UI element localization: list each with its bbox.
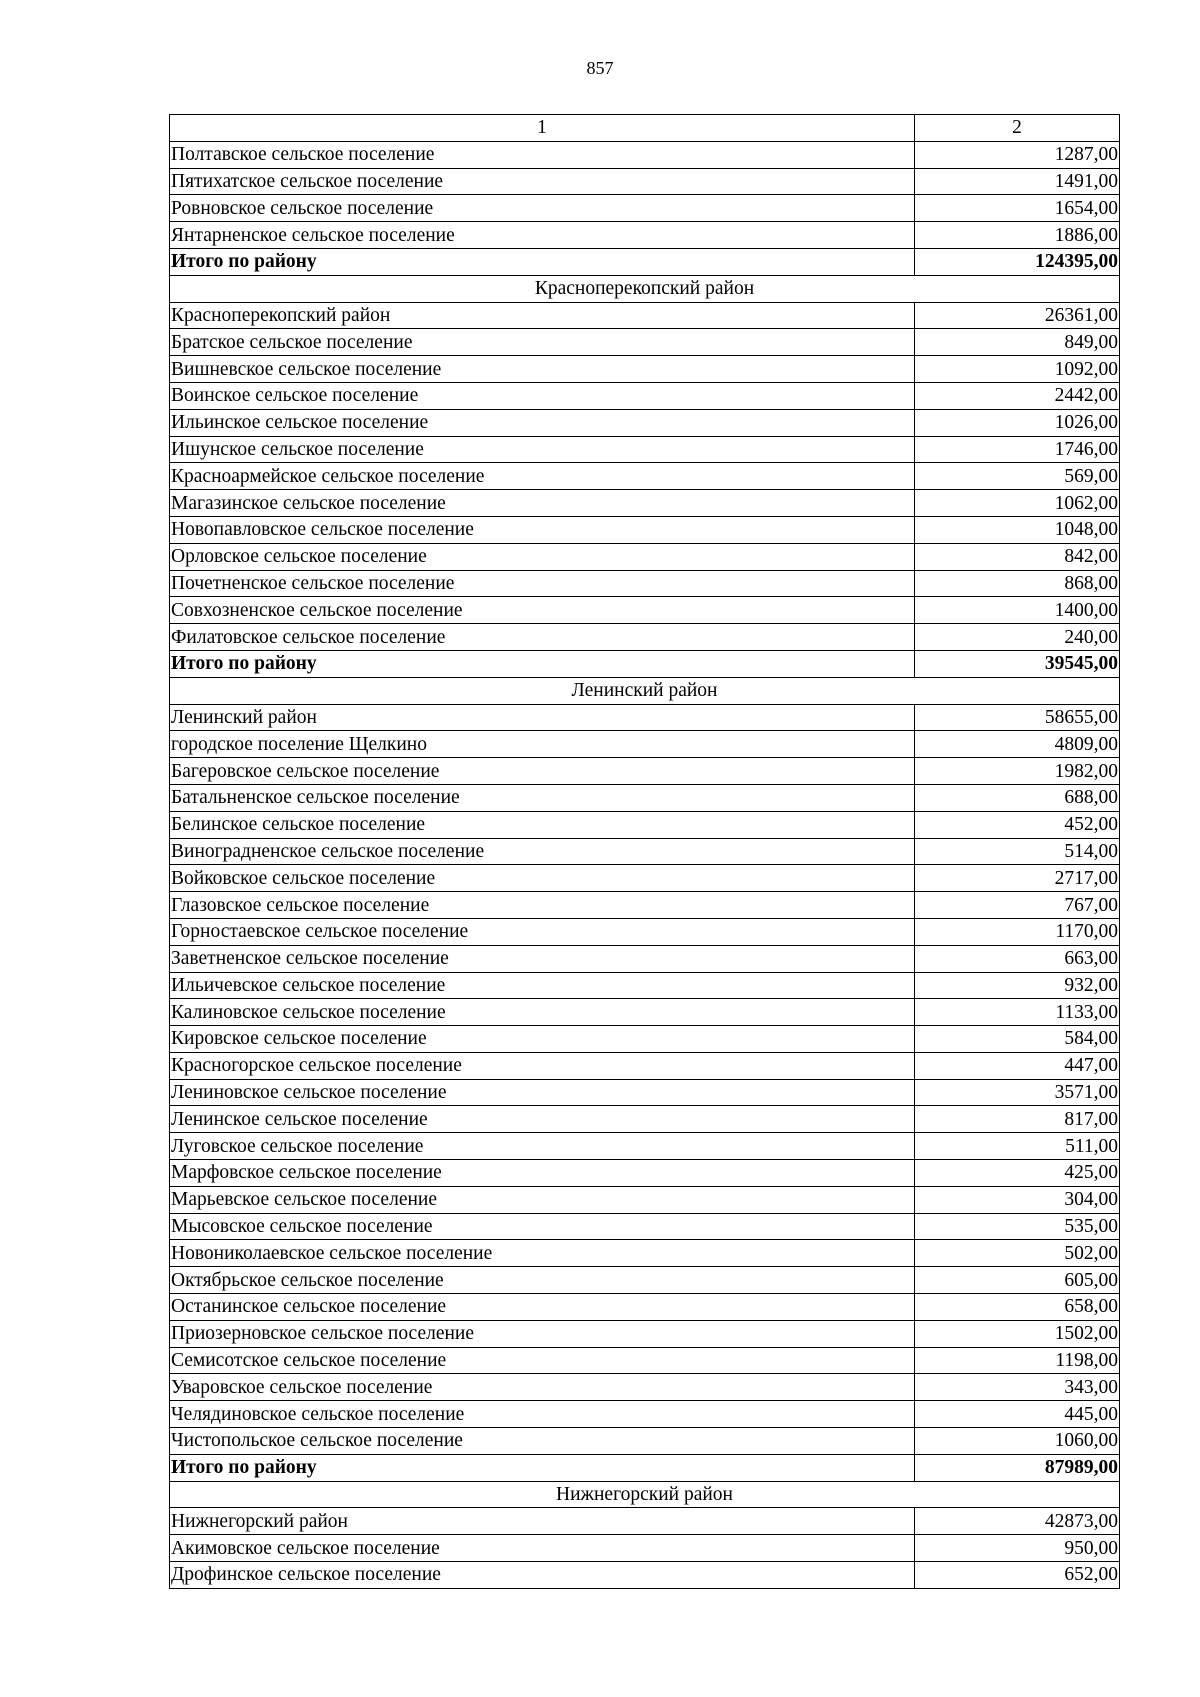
total-value: 124395,00 — [915, 248, 1120, 275]
settlement-value: 1198,00 — [915, 1347, 1120, 1374]
settlement-name: Почетненское сельское поселение — [170, 570, 915, 597]
settlement-name: Калиновское сельское поселение — [170, 999, 915, 1026]
settlement-name: Уваровское сельское поселение — [170, 1374, 915, 1401]
settlement-name: Войковское сельское поселение — [170, 865, 915, 892]
settlement-name: Октябрьское сельское поселение — [170, 1267, 915, 1294]
settlement-value: 447,00 — [915, 1052, 1120, 1079]
settlement-name: Полтавское сельское поселение — [170, 141, 915, 168]
settlement-value: 58655,00 — [915, 704, 1120, 731]
settlement-name: Заветненское сельское поселение — [170, 945, 915, 972]
settlement-value: 3571,00 — [915, 1079, 1120, 1106]
settlement-name: Мысовское сельское поселение — [170, 1213, 915, 1240]
table-row — [170, 1428, 1120, 1455]
settlement-name: Марьевское сельское поселение — [170, 1186, 915, 1213]
table-row — [170, 570, 1120, 597]
table-row — [170, 1562, 1120, 1589]
settlement-value: 1048,00 — [915, 516, 1120, 543]
district-total-row — [170, 1454, 1120, 1481]
district-header-row — [170, 1481, 1120, 1508]
settlement-value: 240,00 — [915, 624, 1120, 651]
allocation-table — [169, 114, 1120, 1589]
district-name: Ленинский район — [170, 677, 1120, 704]
settlement-value: 1654,00 — [915, 195, 1120, 222]
settlement-name: Марфовское сельское поселение — [170, 1160, 915, 1187]
settlement-value: 584,00 — [915, 1026, 1120, 1053]
column-header-2: 2 — [915, 115, 1120, 142]
settlement-name: Батальненское сельское поселение — [170, 784, 915, 811]
table-row — [170, 1213, 1120, 1240]
settlement-value: 425,00 — [915, 1160, 1120, 1187]
table-row — [170, 1374, 1120, 1401]
settlement-name: Кировское сельское поселение — [170, 1026, 915, 1053]
settlement-value: 652,00 — [915, 1562, 1120, 1589]
settlement-name: Акимовское сельское поселение — [170, 1535, 915, 1562]
settlement-value: 932,00 — [915, 972, 1120, 999]
settlement-value: 849,00 — [915, 329, 1120, 356]
settlement-value: 304,00 — [915, 1186, 1120, 1213]
table-row — [170, 1347, 1120, 1374]
table-row — [170, 1186, 1120, 1213]
settlement-value: 1287,00 — [915, 141, 1120, 168]
district-total-row — [170, 248, 1120, 275]
settlement-value: 1062,00 — [915, 490, 1120, 517]
settlement-name: Орловское сельское поселение — [170, 543, 915, 570]
settlement-name: Ильичевское сельское поселение — [170, 972, 915, 999]
settlement-value: 817,00 — [915, 1106, 1120, 1133]
total-label: Итого по району — [170, 1454, 915, 1481]
settlement-value: 511,00 — [915, 1133, 1120, 1160]
settlement-name: Виноградненское сельское поселение — [170, 838, 915, 865]
table-row — [170, 329, 1120, 356]
district-name: Красноперекопский район — [170, 275, 1120, 302]
settlement-value: 445,00 — [915, 1401, 1120, 1428]
table-row — [170, 758, 1120, 785]
settlement-value: 1170,00 — [915, 918, 1120, 945]
settlement-name: Красногорское сельское поселение — [170, 1052, 915, 1079]
table-row — [170, 168, 1120, 195]
settlement-name: Новониколаевское сельское поселение — [170, 1240, 915, 1267]
total-label: Итого по району — [170, 248, 915, 275]
settlement-value: 658,00 — [915, 1294, 1120, 1321]
settlement-value: 1886,00 — [915, 222, 1120, 249]
settlement-name: Нижнегорский район — [170, 1508, 915, 1535]
settlement-value: 569,00 — [915, 463, 1120, 490]
table-row — [170, 1079, 1120, 1106]
table-row — [170, 1535, 1120, 1562]
settlement-value: 502,00 — [915, 1240, 1120, 1267]
settlement-name: Челядиновское сельское поселение — [170, 1401, 915, 1428]
district-header-row — [170, 677, 1120, 704]
table-row — [170, 999, 1120, 1026]
settlement-value: 4809,00 — [915, 731, 1120, 758]
settlement-name: Горностаевское сельское поселение — [170, 918, 915, 945]
settlement-value: 1092,00 — [915, 356, 1120, 383]
table-row — [170, 731, 1120, 758]
settlement-name: городское поселение Щелкино — [170, 731, 915, 758]
settlement-name: Ровновское сельское поселение — [170, 195, 915, 222]
table-row — [170, 1508, 1120, 1535]
settlement-name: Луговское сельское поселение — [170, 1133, 915, 1160]
settlement-value: 42873,00 — [915, 1508, 1120, 1535]
table-row — [170, 382, 1120, 409]
settlement-value: 1060,00 — [915, 1428, 1120, 1455]
table-row — [170, 490, 1120, 517]
settlement-value: 2717,00 — [915, 865, 1120, 892]
table-row — [170, 195, 1120, 222]
table-header-row — [170, 115, 1120, 142]
table-row — [170, 624, 1120, 651]
settlement-name: Лениновское сельское поселение — [170, 1079, 915, 1106]
table-row — [170, 1294, 1120, 1321]
settlement-value: 1491,00 — [915, 168, 1120, 195]
settlement-name: Приозерновское сельское поселение — [170, 1320, 915, 1347]
table-row — [170, 409, 1120, 436]
settlement-name: Ленинское сельское поселение — [170, 1106, 915, 1133]
table-row — [170, 463, 1120, 490]
total-label: Итого по району — [170, 650, 915, 677]
table-row — [170, 838, 1120, 865]
settlement-name: Дрофинское сельское поселение — [170, 1562, 915, 1589]
settlement-name: Ишунское сельское поселение — [170, 436, 915, 463]
settlement-value: 452,00 — [915, 811, 1120, 838]
settlement-value: 605,00 — [915, 1267, 1120, 1294]
settlement-name: Багеровское сельское поселение — [170, 758, 915, 785]
settlement-name: Филатовское сельское поселение — [170, 624, 915, 651]
table-row — [170, 892, 1120, 919]
settlement-name: Новопавловское сельское поселение — [170, 516, 915, 543]
district-total-row — [170, 650, 1120, 677]
settlement-name: Семисотское сельское поселение — [170, 1347, 915, 1374]
settlement-name: Красноперекопский район — [170, 302, 915, 329]
settlement-name: Останинское сельское поселение — [170, 1294, 915, 1321]
settlement-name: Янтарненское сельское поселение — [170, 222, 915, 249]
table-row — [170, 1133, 1120, 1160]
settlement-name: Магазинское сельское поселение — [170, 490, 915, 517]
table-row — [170, 865, 1120, 892]
table-row — [170, 1052, 1120, 1079]
settlement-name: Белинское сельское поселение — [170, 811, 915, 838]
settlement-value: 26361,00 — [915, 302, 1120, 329]
table-row — [170, 1106, 1120, 1133]
district-name: Нижнегорский район — [170, 1481, 1120, 1508]
table-row — [170, 1026, 1120, 1053]
table-row — [170, 1240, 1120, 1267]
settlement-name: Ильинское сельское поселение — [170, 409, 915, 436]
table-row — [170, 918, 1120, 945]
settlement-name: Воинское сельское поселение — [170, 382, 915, 409]
table-row — [170, 811, 1120, 838]
table-row — [170, 597, 1120, 624]
table-row — [170, 972, 1120, 999]
settlement-value: 842,00 — [915, 543, 1120, 570]
settlement-name: Вишневское сельское поселение — [170, 356, 915, 383]
settlement-value: 1502,00 — [915, 1320, 1120, 1347]
table-row — [170, 302, 1120, 329]
district-header-row — [170, 275, 1120, 302]
settlement-value: 1982,00 — [915, 758, 1120, 785]
total-value: 87989,00 — [915, 1454, 1120, 1481]
column-header-1: 1 — [170, 115, 915, 142]
settlement-name: Ленинский район — [170, 704, 915, 731]
table-row — [170, 784, 1120, 811]
settlement-value: 1746,00 — [915, 436, 1120, 463]
settlement-value: 663,00 — [915, 945, 1120, 972]
total-value: 39545,00 — [915, 650, 1120, 677]
settlement-value: 950,00 — [915, 1535, 1120, 1562]
table-row — [170, 516, 1120, 543]
table-row — [170, 543, 1120, 570]
settlement-value: 2442,00 — [915, 382, 1120, 409]
settlement-name: Братское сельское поселение — [170, 329, 915, 356]
settlement-value: 535,00 — [915, 1213, 1120, 1240]
table-row — [170, 1401, 1120, 1428]
table-row — [170, 1320, 1120, 1347]
settlement-value: 767,00 — [915, 892, 1120, 919]
table-row — [170, 1267, 1120, 1294]
settlement-name: Чистопольское сельское поселение — [170, 1428, 915, 1455]
settlement-name: Глазовское сельское поселение — [170, 892, 915, 919]
table-row — [170, 1160, 1120, 1187]
settlement-value: 1026,00 — [915, 409, 1120, 436]
settlement-value: 343,00 — [915, 1374, 1120, 1401]
table-row — [170, 141, 1120, 168]
settlement-value: 514,00 — [915, 838, 1120, 865]
table-row — [170, 704, 1120, 731]
settlement-value: 1400,00 — [915, 597, 1120, 624]
settlement-name: Красноармейское сельское поселение — [170, 463, 915, 490]
settlement-value: 868,00 — [915, 570, 1120, 597]
settlement-value: 1133,00 — [915, 999, 1120, 1026]
table-row — [170, 436, 1120, 463]
settlement-value: 688,00 — [915, 784, 1120, 811]
settlement-name: Совхозненское сельское поселение — [170, 597, 915, 624]
table-row — [170, 945, 1120, 972]
settlement-name: Пятихатское сельское поселение — [170, 168, 915, 195]
table-row — [170, 356, 1120, 383]
page-number: 857 — [586, 58, 614, 78]
table-row — [170, 222, 1120, 249]
